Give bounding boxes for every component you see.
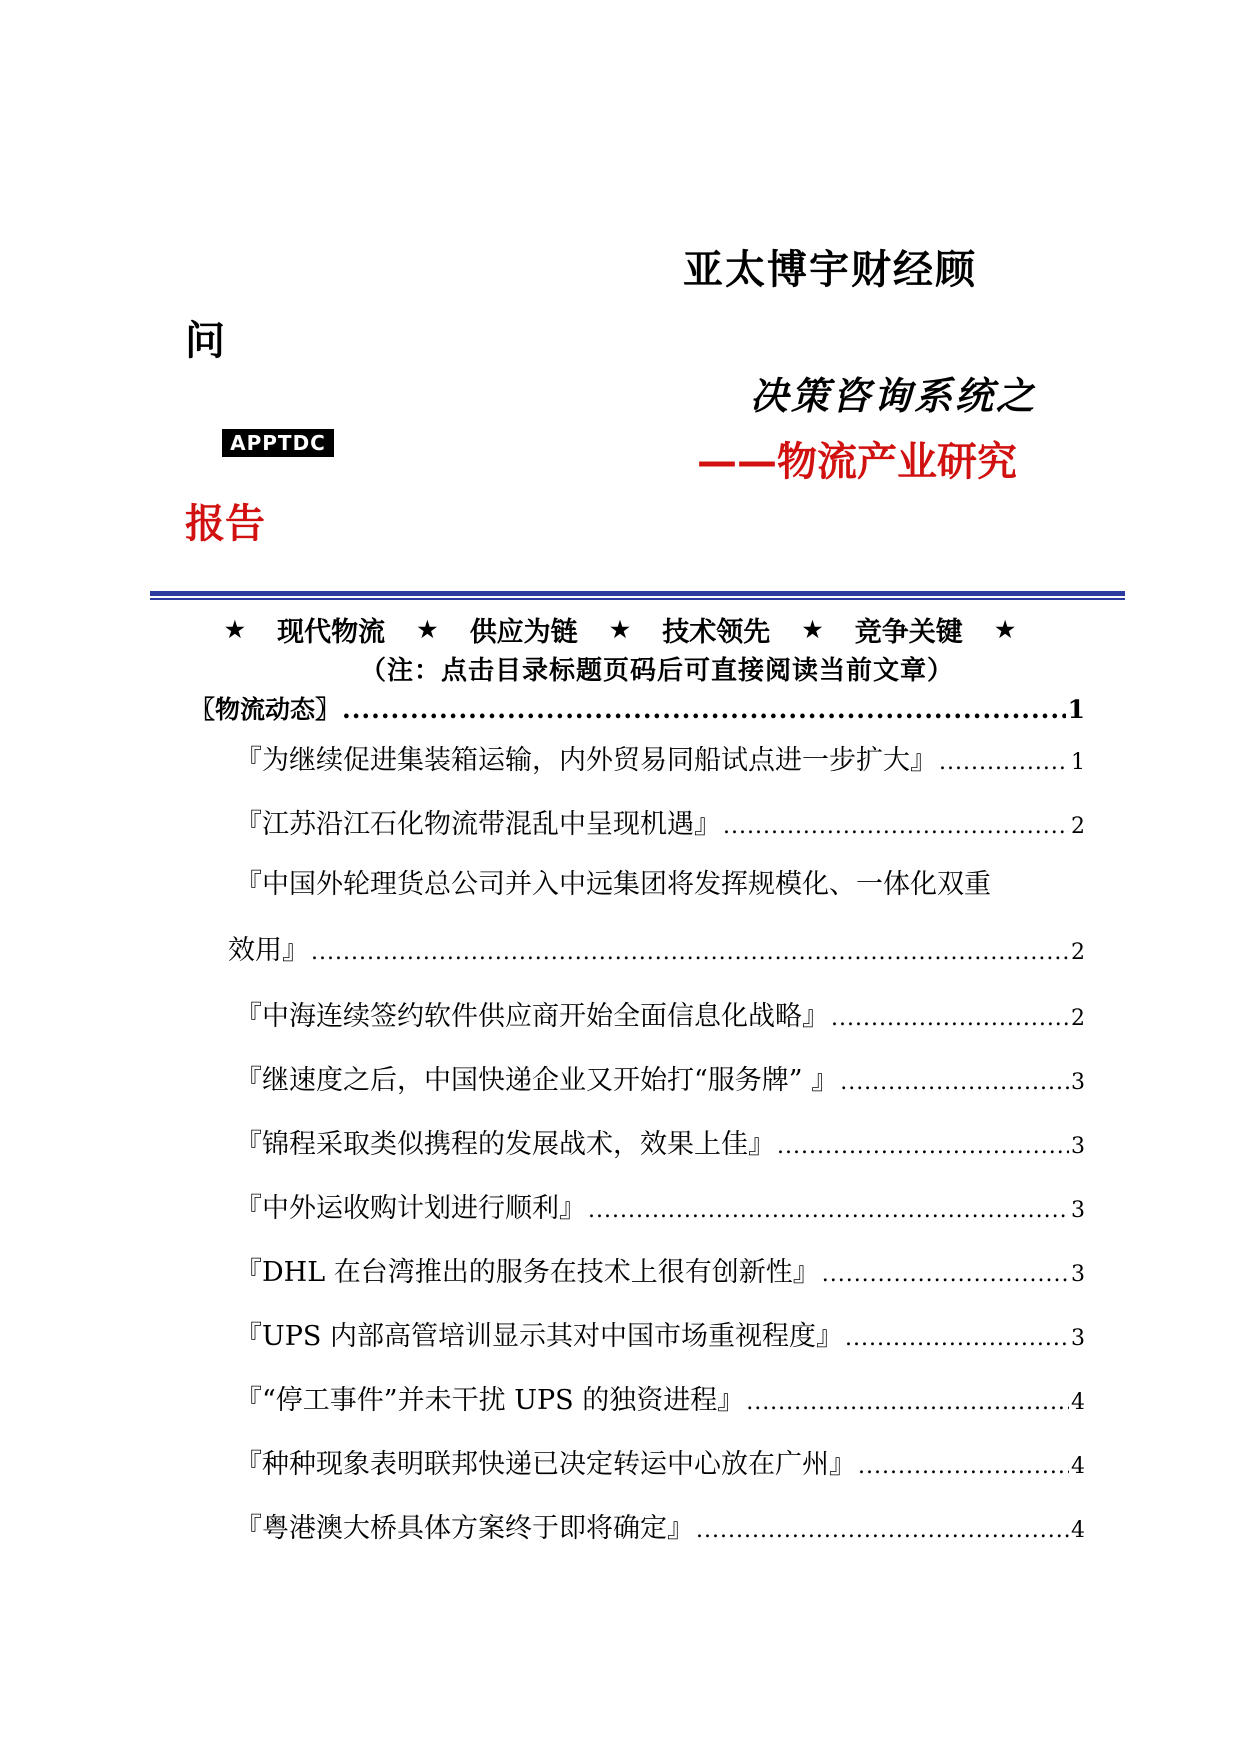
toc-page-link[interactable]: 2 [1071, 1006, 1085, 1031]
toc-leader [723, 814, 1069, 839]
star-icon: ★ [995, 616, 1015, 643]
logo-text: APPTDC [230, 431, 326, 455]
toc-page-link[interactable]: 4 [1071, 1390, 1085, 1415]
toc-page-link[interactable]: 3 [1071, 1262, 1085, 1287]
toc-leader [840, 1070, 1069, 1095]
toc-page-link[interactable]: 3 [1071, 1198, 1085, 1223]
toc-page-link[interactable]: 3 [1071, 1326, 1085, 1351]
divider-thin-line [150, 598, 1125, 600]
toc-page-link[interactable]: 4 [1071, 1454, 1085, 1479]
toc-page-link[interactable]: 1 [1067, 695, 1085, 724]
toc-page-link[interactable]: 4 [1071, 1518, 1085, 1543]
report-title-line2: 报告 [185, 501, 265, 547]
tagline-phrase: 现代物流 [277, 617, 386, 648]
system-subtitle: 决策咨询系统之 [750, 373, 1038, 418]
toc-leader [822, 1262, 1069, 1287]
toc-item-title: 『UPS 内部高管培训显示其对中国市场重视程度』 [235, 1321, 844, 1352]
tagline [225, 610, 1015, 649]
toc-item[interactable] [228, 928, 1085, 967]
toc-item-title: 『种种现象表明联邦快递已决定转运中心放在广州』 [235, 1449, 856, 1480]
company-name-line2: 问 [185, 317, 225, 364]
toc-item[interactable] [235, 1506, 1085, 1545]
toc-page-link[interactable]: 2 [1071, 814, 1085, 839]
toc-item-title-line2: 效用』 [228, 935, 309, 966]
toc-item[interactable] [235, 994, 1085, 1033]
toc-item[interactable] [235, 1122, 1085, 1161]
toc-item-title: 『中外运收购计划进行顺利』 [235, 1193, 586, 1224]
toc-item[interactable] [235, 802, 1085, 841]
tagline-phrase: 技术领先 [662, 617, 771, 648]
toc-item-title: 『“停工事件”并未干扰 UPS 的独资进程』 [235, 1385, 745, 1416]
toc-section-wuliu-dongtai[interactable] [190, 690, 1085, 726]
toc-item[interactable] [235, 1314, 1085, 1353]
toc-item-title: 『DHL 在台湾推出的服务在技术上很有创新性』 [235, 1257, 820, 1288]
star-icon: ★ [417, 616, 438, 643]
star-icon: ★ [225, 616, 245, 643]
toc-section-title: 〖物流动态〗 [190, 695, 341, 724]
toc-page-link[interactable]: 1 [1071, 750, 1085, 775]
toc-item-title: 『继速度之后，中国快递企业又开始打“服务牌” 』 [235, 1065, 839, 1096]
tagline-phrase: 供应为链 [469, 617, 578, 648]
toc-item[interactable] [235, 1442, 1085, 1481]
toc-leader [858, 1454, 1069, 1479]
toc-page-link[interactable]: 3 [1071, 1070, 1085, 1095]
toc-page-link[interactable]: 2 [1071, 940, 1085, 965]
toc-leader [939, 750, 1069, 775]
toc-item[interactable] [235, 1250, 1085, 1289]
toc-item[interactable] [235, 1058, 1085, 1097]
toc-note: （注：点击目录标题页码后可直接阅读当前文章） [360, 656, 955, 686]
toc-item-title: 『粤港澳大桥具体方案终于即将确定』 [235, 1513, 694, 1544]
toc-item-title: 『锦程采取类似携程的发展战术，效果上佳』 [235, 1129, 775, 1160]
tagline-phrase: 竞争关键 [854, 617, 963, 648]
report-title-line1: ——物流产业研究 [697, 439, 1017, 485]
toc-item[interactable] [235, 738, 1085, 777]
toc-item-title: 『中海连续签约软件供应商开始全面信息化战略』 [235, 1001, 829, 1032]
divider-thick-line [150, 591, 1125, 596]
toc-leader [777, 1134, 1069, 1159]
toc-leader [588, 1198, 1069, 1223]
toc-item-title: 『江苏沿江石化物流带混乱中呈现机遇』 [235, 809, 721, 840]
star-icon: ★ [802, 616, 823, 643]
toc-leader [696, 1518, 1069, 1543]
toc-page-link[interactable]: 3 [1071, 1134, 1085, 1159]
toc-leader [342, 695, 1066, 724]
toc-item[interactable] [235, 1378, 1085, 1417]
star-icon: ★ [610, 616, 630, 643]
toc-leader [845, 1326, 1069, 1351]
toc-leader [746, 1390, 1069, 1415]
toc-item-title: 『为继续促进集装箱运输，内外贸易同船试点进一步扩大』 [235, 745, 937, 776]
header-divider [150, 591, 1125, 600]
toc-leader [831, 1006, 1069, 1031]
company-name-line1: 亚太博宇财经顾 [683, 246, 977, 293]
toc-item-title-line1[interactable]: 『中国外轮理货总公司并入中远集团将发挥规模化、一体化双重 [235, 869, 991, 900]
toc-leader [311, 940, 1069, 965]
apptdc-logo [222, 429, 334, 457]
toc-item[interactable] [235, 1186, 1085, 1225]
